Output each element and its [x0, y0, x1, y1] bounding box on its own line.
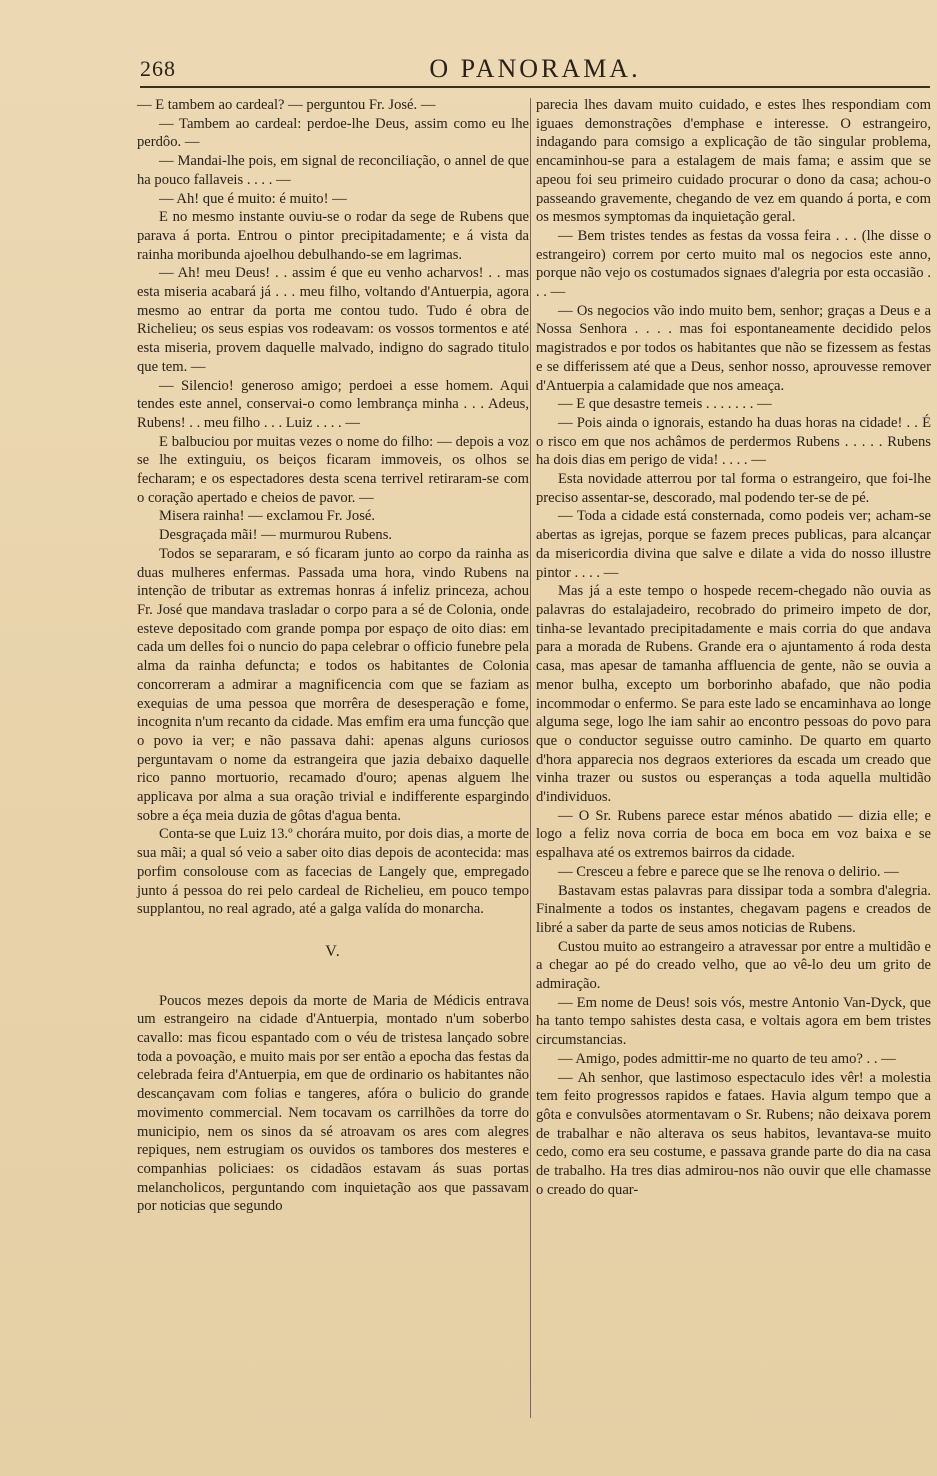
left-column [137, 96, 529, 1216]
paragraph: — Ah! meu Deus! . . assim é que eu venho acharvos! . . mas esta miseria acabará já . . . meu filho, voltando d'Antuerpia, agora mesmo ao entrar da porta me contou tudo. Tudo é obra de Richelieu; os seus espias vos rodeavam: os vossos tormentos e até esta miseria, provem daquelle malvado, indigno do sagrado titulo que tem. — [137, 265, 529, 375]
paragraph: — Em nome de Deus! sois vós, mestre Antonio Van-Dyck, que ha tanto tempo sahistes desta casa, e voltais agora em bem tristes circumstancias. [536, 994, 931, 1049]
paragraph: — Pois ainda o ignorais, estando ha duas horas na cidade! . . É o risco em que nos achâmos de perdermos Rubens . . . . . Rubens ha dois dias em perigo de vida! . . . . — [536, 414, 931, 469]
paragraph: Custou muito ao estrangeiro a atravessar por entre a multidão e a chegar ao pé do creado velho, que ao vê-lo deu um grito de admiração. [536, 938, 931, 993]
paragraph: — Cresceu a febre e parece que se lhe renova o delirio. — [558, 863, 899, 880]
paragraph: — E tambem ao cardeal? — perguntou Fr. José. — [137, 97, 436, 113]
paragraph: — Ah! que é muito: é muito! — [159, 190, 347, 207]
paragraph: — O Sr. Rubens parece estar ménos abatido — dizia elle; e logo a feliz nova corria de boca em boca em voz baixa e se espalhava até os extremos bairros da cidade. [536, 807, 931, 862]
right-column [536, 96, 931, 1199]
paragraph: — Bem tristes tendes as festas da vossa feira . . . (lhe disse o estrangeiro) correm por certo muito mal os negocios este anno, porque não vejo os costumados signaes d'alegria por esta occasião . . . — [536, 227, 931, 301]
paragraph: — Toda a cidade está consternada, como podeis ver; acham-se abertas as igrejas, porque se fazem preces publicas, para alcançar da misericordia divina que salve e dilate a vida do nosso illustre pintor . . . . — [536, 508, 931, 581]
paragraph: Mas já a este tempo o hospede recem-chegado não ouvia as palavras do estalajadeiro, recobrado do primeiro impeto de dor, tinha-se levantado precipitadamente e mais corria do que andava para a morada de Rubens. Grande era o ajuntamento á roda desta casa, mas apesar de tamanha affluencia de gente, não se ouvia a menor bulha, excepto um borborinho abafado, que não podia incommodar o enfermo. Se para este lado se encaminhava ao longe alguma sege, logo lhe iam sahir ao encontro pessoas do povo para que o conductor seguisse outro caminho. De quarto em quarto d'hora apparecia nos degraos exteriores da escada um creado que vinha trazer ou sustos ou esperanças a toda aquella multidão d'individuos. [536, 583, 931, 806]
paragraph: — Amigo, podes admittir-me no quarto de teu amo? . . — [558, 1050, 896, 1067]
column-divider [530, 98, 531, 1418]
paragraph: — Mandai-lhe pois, em signal de reconciliação, o annel de que ha pouco fallaveis . . . . — [137, 153, 529, 188]
paragraph: Poucos mezes depois da morte de Maria de Médicis entrava um estrangeiro na cidade d'Antuerpia, montado n'um soberbo cavallo: mas ficou espantado com o véu de tristesa lançado sobre toda a povoação, e muito mais por ser então a epocha das festas da celebrada feira d'Antuerpia, em que de ordinario os habitantes não descançavam com folias e tangeres, afóra o bulicio do grande movimento commercial. Nem tocavam os carrilhões da torre do municipio, nem os sinos da sé atroavam os ares com alegres repiques, nem estrugiam os ouvidos os tambores dos mesteres e companhias policiaes: os cidadãos estavam ás suas portas melancholicos, perguntando com inquietação aos que passavam por noticias que segundo [137, 992, 529, 1215]
paragraph: — E que desastre temeis . . . . . . . — [558, 396, 772, 413]
paragraph: — Ah senhor, que lastimoso espectaculo ides vêr! a molestia tem feito progressos rapidos e fataes. Havia algum tempo que a gôta e convulsões atormentavam o Sr. Rubens; não deixava porem de trabalhar e não alterava os seus habitos, levantava-se muito cedo, como era seu costume, e passava grande parte do dia na casa de trabalho. Ha tres dias admirou-nos não ouvir que elle chamasse o creado do quar- [536, 1069, 931, 1198]
paragraph: Bastavam estas palavras para dissipar toda a sombra d'alegria. Finalmente a todos os instantes, chegavam pagens e creados de libré a saber da parte de seus amos noticias de Rubens. [536, 882, 931, 936]
paragraph: — Silencio! generoso amigo; perdoei a esse homem. Aqui tendes este annel, conservai-o como lembrança minha . . . Adeus, Rubens! . . meu filho . . . Luiz . . . . — [137, 377, 529, 431]
paragraph: Conta-se que Luiz 13.º chorára muito, por dois dias, a morte de sua mãi; a qual só veio a saber oito dias depois de acontecida: mas porfim consolouse com as facecias de Langely que, empregado junto á pessoa do rei pelo cardeal de Richelieu, em pouco tempo supplantou, no real agrado, até a galga valída do monarcha. [137, 826, 529, 918]
paragraph: Todos se separaram, e só ficaram junto ao corpo da rainha as duas mulheres enfermas. Passada uma hora, vindo Rubens na intenção de tributar as extremas honras á infeliz princeza, achou Fr. José que mandava trasladar o corpo para a sé de Colonia, onde esteve depositado com grande pompa por espaço de oito dias: em cada um delles foi o nuncio do papa celebrar o officio funebre pela alma da rainha defuncta; e todos os habitantes de Colonia concorreram a admirar a magnificencia com que se faziam as exequias de uma pessoa que morrêra de desesperação e fome, incognita n'um recanto da cidade. Mas emfim era uma funcção que o povo ia ver; e não passava dahi: apenas alguns curiosos perguntavam o nome da estrangeira que jazia debaixo daquelle rico panno mortuorio, recamado d'ouro; apenas alguem lhe applicava por alma a sua oração trivial e indifferente espargindo sobre a éça meia duzia de gôtas d'agua benta. [137, 545, 529, 824]
paragraph: — Tambem ao cardeal: perdoe-lhe Deus, assim como eu lhe perdôo. — [137, 115, 529, 151]
paragraph: — Os negocios vão indo muito bem, senhor; graças a Deus e a Nossa Senhora . . . . mas foi espontaneamente decidido pelos magistrados e por todos os habitantes que não se fizessem as festas e se differissem até que a Deus, senhor nosso, aprouvesse remover d'Antuerpia a calamidade que nos ameaça. [536, 302, 931, 394]
paragraph: Esta novidade atterrou por tal forma o estrangeiro, que foi-lhe preciso assentar-se, descorado, mal podendo ter-se de pé. [536, 471, 931, 506]
page-number: 268 [140, 56, 176, 81]
running-title: O PANORAMA. [429, 54, 641, 83]
paragraph: E no mesmo instante ouviu-se o rodar da sege de Rubens que parava á porta. Entrou o pintor precipitadamente; e á vista da rainha moribunda ajoelhou debulhando-se em lagrimas. [137, 209, 529, 263]
paragraph: Misera rainha! — exclamou Fr. José. [159, 508, 376, 525]
page-header [140, 52, 930, 88]
section-heading: V. [325, 942, 341, 960]
paragraph: parecia lhes davam muito cuidado, e estes lhes respondiam com iguaes demonstrações d'emphase e interesse. O estrangeiro, indagando para comsigo a explicação de tão singular problema, encaminhou-se para a estalagem de mais fama; e assim que se apeou foi seu primeiro cuidado procurar o dono da casa; achou-o passeando gravemente, chegando de vez em quando á porta, e com os mesmos symptomas da inquietação geral. [536, 97, 931, 226]
paragraph: E balbuciou por muitas vezes o nome do filho: — depois a voz se lhe extinguiu, os beiços ficaram immoveis, os olhos se fecharam; e os espectadores desta scena terrivel retiraram-se com o coração apertado e cheios de pavor. — [137, 433, 529, 506]
paragraph: Desgraçada mãi! — murmurou Rubens. [159, 527, 393, 544]
